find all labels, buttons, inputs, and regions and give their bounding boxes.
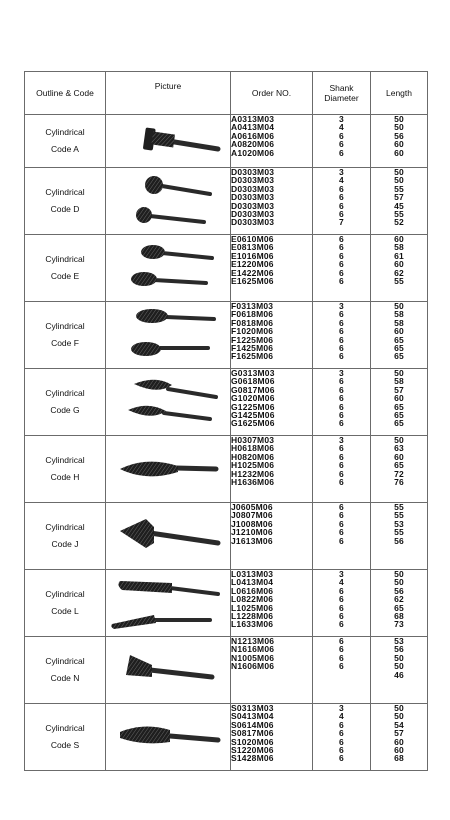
- shank-diameter-value: 6: [339, 502, 344, 512]
- shank-diameter-value: 3: [339, 435, 344, 445]
- order-number-value: D0303M03: [231, 192, 275, 203]
- shank-diameter-value: 6: [339, 468, 344, 479]
- shank-diameter-value: 4: [339, 711, 344, 722]
- tool-picture: [106, 704, 231, 771]
- shank-diameter-value: 6: [339, 594, 344, 605]
- order-number-value: D0303M03: [231, 200, 275, 211]
- header-row: [25, 72, 428, 115]
- outline-code: Code A: [51, 144, 79, 154]
- length-value: 68: [394, 610, 404, 621]
- length-value: 55: [394, 502, 404, 512]
- tool-picture: [106, 570, 231, 637]
- shank-diameter-value: 6: [339, 476, 344, 487]
- shank-cell: [313, 168, 371, 235]
- length-value: 56: [394, 130, 404, 141]
- length-value: 76: [394, 476, 404, 487]
- length-value: 50: [394, 114, 404, 124]
- order-number-value: E1016M06: [231, 250, 274, 261]
- order-number-value: G0618M06: [231, 376, 275, 387]
- order-number-value: S1020M06: [231, 736, 274, 747]
- order-number-value: F1225M06: [231, 334, 274, 345]
- order-number-value: F0618M06: [231, 309, 274, 320]
- outline-code: Code E: [50, 271, 80, 281]
- shank-diameter-value: 6: [339, 250, 344, 261]
- length-value: 60: [394, 326, 404, 337]
- length-value: 55: [394, 510, 404, 521]
- header-order: Order NO.: [231, 72, 313, 115]
- order-number-value: D0303M03: [231, 217, 275, 228]
- tool-picture: [106, 369, 231, 436]
- length-cell: [371, 570, 428, 637]
- length-cell: [371, 637, 428, 704]
- length-cell: [371, 704, 428, 771]
- length-value: 65: [394, 342, 404, 353]
- length-value: 60: [394, 139, 404, 150]
- length-cell: [371, 115, 428, 168]
- order-number-value: G1225M06: [231, 401, 275, 412]
- shank-diameter-value: 6: [339, 652, 344, 663]
- order-cell: [231, 168, 313, 235]
- outline-name: Cylindrical: [45, 254, 85, 264]
- length-value: 53: [394, 518, 404, 529]
- order-cell: [231, 235, 313, 302]
- length-value: 62: [394, 594, 404, 605]
- shank-diameter-value: 6: [339, 535, 344, 546]
- order-number-value: F1625M06: [231, 351, 274, 362]
- shank-diameter-value: 6: [339, 139, 344, 150]
- shank-diameter-value: 6: [339, 275, 344, 286]
- shank-cell: [313, 302, 371, 369]
- length-value: 45: [394, 200, 404, 211]
- shank-diameter-value: 4: [339, 122, 344, 133]
- order-number-value: F1425M06: [231, 342, 274, 353]
- length-value: 56: [394, 585, 404, 596]
- order-number-value: G0817M06: [231, 384, 275, 395]
- order-cell: [231, 436, 313, 503]
- outline-code: Code N: [50, 673, 80, 683]
- outline-cell: [25, 235, 106, 302]
- length-value: 60: [394, 736, 404, 747]
- order-number-value: S0817M06: [231, 728, 274, 739]
- tool-picture: [106, 235, 231, 302]
- shank-diameter-value: 6: [339, 644, 344, 655]
- length-value: 46: [394, 669, 404, 680]
- shank-diameter-value: 3: [339, 167, 344, 177]
- shank-diameter-value: 6: [339, 418, 344, 429]
- length-value: 60: [394, 393, 404, 404]
- length-value: 50: [394, 652, 404, 663]
- shank-diameter-value: 4: [339, 175, 344, 186]
- length-value: 65: [394, 409, 404, 420]
- length-value: 54: [394, 719, 404, 730]
- header-picture: Picture: [106, 72, 231, 115]
- length-value: 53: [394, 636, 404, 646]
- length-value: 60: [394, 744, 404, 755]
- length-value: 57: [394, 384, 404, 395]
- length-value: 50: [394, 122, 404, 133]
- length-value: 50: [394, 577, 404, 588]
- shank-diameter-value: 6: [339, 744, 344, 755]
- shank-diameter-value: 6: [339, 636, 344, 646]
- shank-diameter-value: 6: [339, 192, 344, 203]
- length-value: 65: [394, 460, 404, 471]
- order-number-value: A0413M04: [231, 122, 275, 133]
- order-number-value: J1008M06: [231, 518, 273, 529]
- length-value: 55: [394, 208, 404, 219]
- order-number-value: F1020M06: [231, 326, 274, 337]
- length-value: 57: [394, 728, 404, 739]
- shank-diameter-value: 4: [339, 577, 344, 588]
- table-row: [25, 168, 428, 235]
- order-number-value: S0614M06: [231, 719, 274, 730]
- length-value: 50: [394, 703, 404, 713]
- shank-cell: [313, 436, 371, 503]
- order-number-value: S0313M03: [231, 703, 274, 713]
- shank-diameter-value: 6: [339, 753, 344, 764]
- length-value: 58: [394, 309, 404, 320]
- order-cell: [231, 570, 313, 637]
- order-number-value: E1422M06: [231, 267, 274, 278]
- length-value: 55: [394, 183, 404, 194]
- table-row: [25, 436, 428, 503]
- order-number-value: D0303M03: [231, 208, 275, 219]
- shank-diameter-value: 6: [339, 719, 344, 730]
- order-number-value: E0610M06: [231, 234, 274, 244]
- order-cell: [231, 369, 313, 436]
- shank-diameter-value: 6: [339, 585, 344, 596]
- length-value: 65: [394, 351, 404, 362]
- outline-cell: [25, 704, 106, 771]
- order-number-value: L1633M06: [231, 619, 274, 630]
- shank-cell: [313, 503, 371, 570]
- order-number-value: G1020M06: [231, 393, 275, 404]
- shank-diameter-value: 3: [339, 703, 344, 713]
- outline-name: Cylindrical: [45, 656, 85, 666]
- shank-diameter-value: 6: [339, 183, 344, 194]
- outline-code: Code J: [51, 539, 79, 549]
- order-number-value: A0820M06: [231, 139, 275, 150]
- shank-diameter-value: 6: [339, 208, 344, 219]
- order-number-value: D0303M03: [231, 167, 275, 177]
- length-value: 56: [394, 535, 404, 546]
- shank-diameter-value: 6: [339, 376, 344, 387]
- outline-code: Code S: [50, 740, 80, 750]
- shank-diameter-value: 6: [339, 342, 344, 353]
- shank-diameter-value: 6: [339, 351, 344, 362]
- order-number-value: H0618M06: [231, 443, 275, 454]
- length-value: 58: [394, 317, 404, 328]
- outline-cell: [25, 436, 106, 503]
- table-row: [25, 369, 428, 436]
- length-value: 68: [394, 753, 404, 764]
- length-value: 52: [394, 217, 404, 228]
- shank-diameter-value: 6: [339, 510, 344, 521]
- order-number-value: J0605M06: [231, 502, 273, 512]
- order-number-value: S0413M04: [231, 711, 274, 722]
- length-value: 55: [394, 527, 404, 538]
- length-cell: [371, 235, 428, 302]
- shank-diameter-value: 6: [339, 393, 344, 404]
- shank-cell: [313, 235, 371, 302]
- outline-cell: [25, 503, 106, 570]
- tool-picture: [106, 302, 231, 369]
- order-number-value: G1625M06: [231, 418, 275, 429]
- shank-diameter-value: 6: [339, 317, 344, 328]
- length-value: 50: [394, 711, 404, 722]
- order-number-value: N1616M06: [231, 644, 275, 655]
- outline-name: Cylindrical: [45, 388, 85, 398]
- table-row: [25, 115, 428, 168]
- order-number-value: H1636M06: [231, 476, 275, 487]
- length-value: 65: [394, 334, 404, 345]
- order-number-value: L1228M06: [231, 610, 274, 621]
- table-row: [25, 302, 428, 369]
- length-value: 56: [394, 644, 404, 655]
- length-value: 60: [394, 234, 404, 244]
- shank-cell: [313, 570, 371, 637]
- shank-cell: [313, 637, 371, 704]
- length-value: 58: [394, 242, 404, 253]
- outline-code: Code G: [50, 405, 80, 415]
- order-number-value: A0616M06: [231, 130, 275, 141]
- shank-diameter-value: 6: [339, 401, 344, 412]
- shank-diameter-value: 3: [339, 368, 344, 378]
- shank-diameter-value: 6: [339, 147, 344, 158]
- table-row: [25, 503, 428, 570]
- shank-diameter-value: 6: [339, 518, 344, 529]
- length-value: 63: [394, 443, 404, 454]
- length-value: 55: [394, 275, 404, 286]
- order-number-value: H0820M06: [231, 451, 275, 462]
- length-value: 50: [394, 569, 404, 579]
- shank-diameter-value: 6: [339, 130, 344, 141]
- shank-diameter-value: 6: [339, 610, 344, 621]
- shank-cell: [313, 115, 371, 168]
- shank-diameter-value: 3: [339, 114, 344, 124]
- order-cell: [231, 704, 313, 771]
- order-number-value: L0313M03: [231, 569, 274, 579]
- order-number-value: N1005M06: [231, 652, 275, 663]
- order-number-value: G0313M03: [231, 368, 275, 378]
- length-value: 50: [394, 301, 404, 311]
- order-cell: [231, 115, 313, 168]
- length-value: 61: [394, 250, 404, 261]
- shank-diameter-value: 6: [339, 409, 344, 420]
- length-value: 58: [394, 376, 404, 387]
- length-cell: [371, 302, 428, 369]
- outline-cell: [25, 369, 106, 436]
- order-number-value: L0413M04: [231, 577, 274, 588]
- length-cell: [371, 503, 428, 570]
- outline-cell: [25, 168, 106, 235]
- order-number-value: E0813M06: [231, 242, 274, 253]
- order-number-value: L1025M06: [231, 602, 274, 613]
- order-number-value: E1220M06: [231, 259, 274, 270]
- shank-diameter-value: 7: [339, 217, 344, 228]
- outline-cell: [25, 302, 106, 369]
- order-number-value: F0313M03: [231, 301, 274, 311]
- shank-diameter-value: 6: [339, 460, 344, 471]
- shank-diameter-value: 6: [339, 384, 344, 395]
- shank-diameter-value: 3: [339, 301, 344, 311]
- length-cell: [371, 168, 428, 235]
- shank-diameter-value: 6: [339, 602, 344, 613]
- order-number-value: H0307M03: [231, 435, 275, 445]
- shank-diameter-value: 6: [339, 661, 344, 672]
- order-cell: [231, 302, 313, 369]
- length-cell: [371, 436, 428, 503]
- order-number-value: L0616M06: [231, 585, 274, 596]
- order-number-value: A1020M06: [231, 147, 275, 158]
- length-value: 50: [394, 435, 404, 445]
- burr-spec-table: [24, 71, 428, 771]
- order-cell: [231, 637, 313, 704]
- shank-diameter-value: 6: [339, 242, 344, 253]
- outline-cell: [25, 115, 106, 168]
- shank-diameter-value: 6: [339, 234, 344, 244]
- shank-diameter-value: 6: [339, 451, 344, 462]
- length-value: 50: [394, 167, 404, 177]
- outline-name: Cylindrical: [45, 589, 85, 599]
- table-row: [25, 235, 428, 302]
- order-number-value: D0303M03: [231, 183, 275, 194]
- length-value: 73: [394, 619, 404, 630]
- shank-diameter-value: 6: [339, 736, 344, 747]
- order-number-value: N1213M06: [231, 636, 275, 646]
- tool-picture: [106, 637, 231, 704]
- order-number-value: D0303M03: [231, 175, 275, 186]
- length-cell: [371, 369, 428, 436]
- outline-name: Cylindrical: [45, 455, 85, 465]
- outline-cell: [25, 570, 106, 637]
- tool-picture: [106, 168, 231, 235]
- table-row: [25, 704, 428, 771]
- order-cell: [231, 503, 313, 570]
- outline-name: Cylindrical: [45, 127, 85, 137]
- outline-code: Code L: [51, 606, 79, 616]
- length-value: 62: [394, 267, 404, 278]
- shank-diameter-value: 6: [339, 326, 344, 337]
- order-number-value: G1425M06: [231, 409, 275, 420]
- length-value: 60: [394, 451, 404, 462]
- shank-diameter-value: 6: [339, 527, 344, 538]
- outline-cell: [25, 637, 106, 704]
- shank-diameter-value: 6: [339, 200, 344, 211]
- shank-diameter-value: 6: [339, 728, 344, 739]
- tool-picture: [106, 115, 231, 168]
- header-length: Length: [371, 72, 428, 115]
- order-number-value: H1025M06: [231, 460, 275, 471]
- order-number-value: H1232M06: [231, 468, 275, 479]
- shank-diameter-value: 6: [339, 334, 344, 345]
- outline-name: Cylindrical: [45, 522, 85, 532]
- length-value: 60: [394, 147, 404, 158]
- shank-diameter-value: 6: [339, 267, 344, 278]
- length-value: 60: [394, 259, 404, 270]
- outline-code: Code D: [50, 204, 80, 214]
- order-number-value: S1220M06: [231, 744, 274, 755]
- outline-name: Cylindrical: [45, 187, 85, 197]
- order-number-value: F0818M06: [231, 317, 274, 328]
- length-value: 65: [394, 418, 404, 429]
- length-value: 50: [394, 368, 404, 378]
- tool-picture: [106, 436, 231, 503]
- table-row: [25, 637, 428, 704]
- outline-name: Cylindrical: [45, 321, 85, 331]
- order-number-value: J1613M06: [231, 535, 273, 546]
- shank-diameter-value: 6: [339, 619, 344, 630]
- shank-diameter-value: 6: [339, 309, 344, 320]
- shank-diameter-value: 3: [339, 569, 344, 579]
- tool-picture: [106, 503, 231, 570]
- length-value: 50: [394, 661, 404, 672]
- outline-code: Code H: [50, 472, 80, 482]
- order-number-value: E1625M06: [231, 275, 274, 286]
- order-number-value: A0313M03: [231, 114, 275, 124]
- length-value: 57: [394, 192, 404, 203]
- length-value: 72: [394, 468, 404, 479]
- order-number-value: N1606M06: [231, 661, 275, 672]
- shank-diameter-value: 6: [339, 443, 344, 454]
- length-value: 65: [394, 401, 404, 412]
- length-value: 65: [394, 602, 404, 613]
- header-outline: Outline & Code: [25, 72, 106, 115]
- shank-cell: [313, 369, 371, 436]
- order-number-value: S1428M06: [231, 753, 274, 764]
- shank-diameter-value: 6: [339, 259, 344, 270]
- order-number-value: J1210M06: [231, 527, 273, 538]
- outline-code: Code F: [51, 338, 79, 348]
- order-number-value: L0822M06: [231, 594, 274, 605]
- shank-cell: [313, 704, 371, 771]
- table-row: [25, 570, 428, 637]
- header-shank: Shank Diameter: [313, 72, 371, 115]
- order-number-value: J0807M06: [231, 510, 273, 521]
- length-value: 50: [394, 175, 404, 186]
- outline-name: Cylindrical: [45, 723, 85, 733]
